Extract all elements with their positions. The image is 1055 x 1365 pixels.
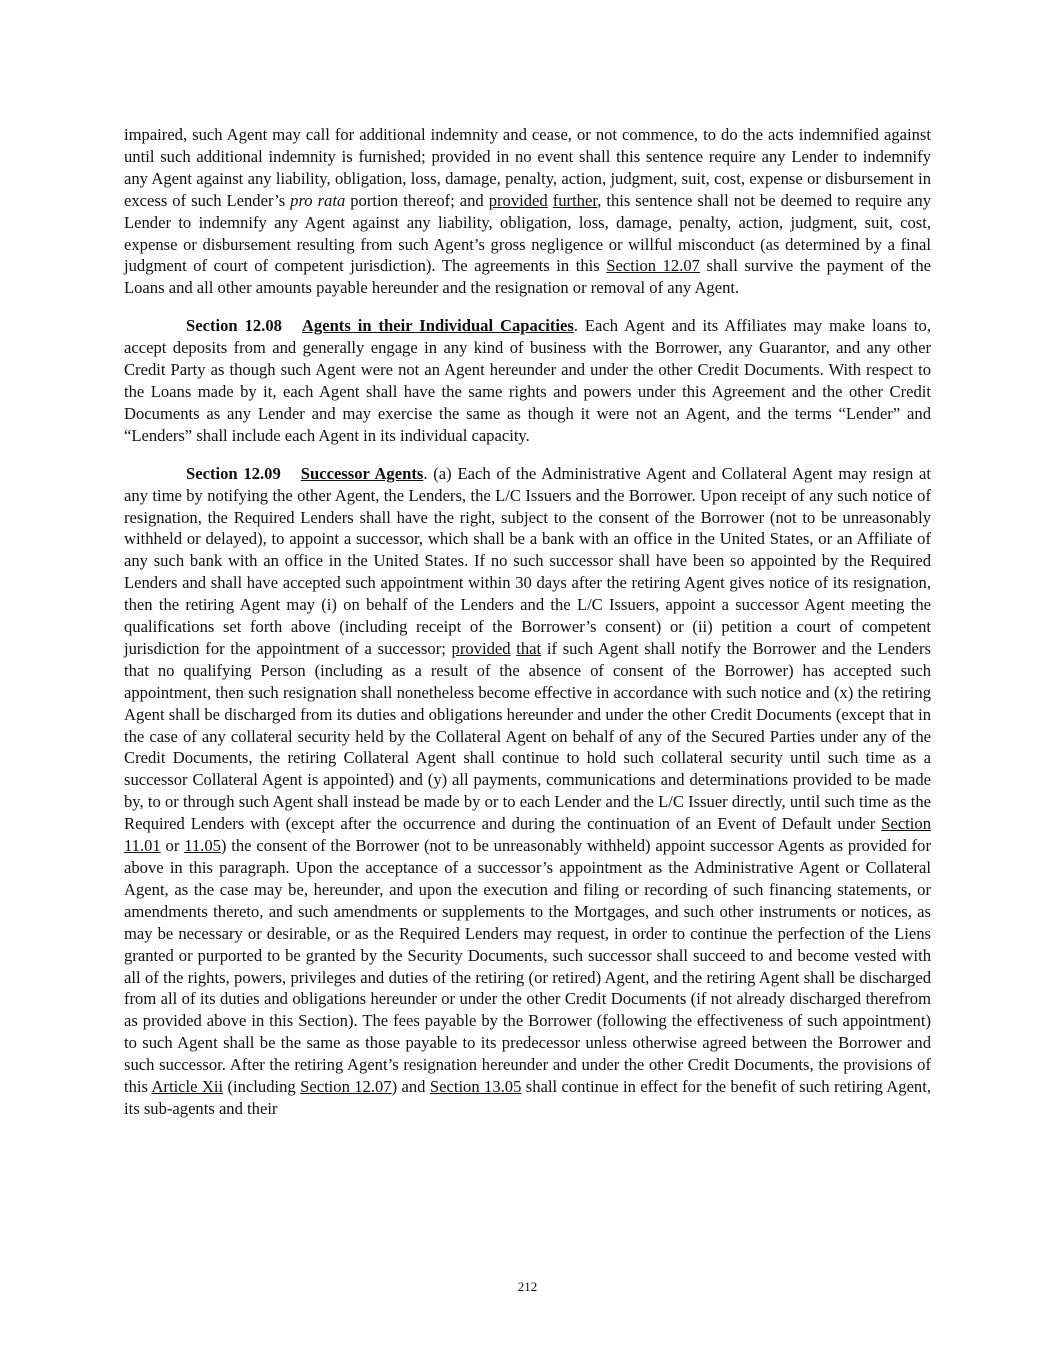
text-run: or (160, 836, 185, 856)
underlined-term-that: that (516, 638, 542, 658)
underlined-term-further: further (552, 190, 598, 210)
text-run: impaired, such Agent may call for additional indemnity and cease, or not commence, to do the acts indemnified against until such additional indemnity is furnished; provided in no event shall this sentence require any Lender to indemnify any Agent against any liability, obligation, loss, damage, penalty, action, judgment, suit, cost, expense or disbursement in excess of such Lender’s (124, 125, 931, 210)
section-title-period: . (423, 463, 428, 483)
underlined-term-provided: provided (451, 638, 511, 658)
text-run: ) and (391, 1077, 430, 1097)
section-reference-13-05: Section 13.05 (429, 1077, 522, 1097)
text-run: shall continue in effect for the benefit of such retiring Agent, its sub-agents and their (124, 1077, 931, 1118)
article-reference-xii: Article Xii (151, 1077, 224, 1097)
section-12-08-paragraph (124, 315, 931, 446)
section-reference-12-07: Section 12.07 (606, 256, 700, 276)
text-run: (a) Each of the Administrative Agent and Collateral Agent may resign at any time by notifying the other Agent, the Lenders, the L/C Issuers and the Borrower. Upon receipt of any such notice of resignation, the Required Lenders shall have the right, subject to the consent of the Borrower (not to be unreasonably withheld or delayed), to appoint a successor, which shall be a bank with an office in the United States, or an Affiliate of any such bank with an office in the United States. If no such successor shall have been so appointed by the Required Lenders and shall have accepted such appointment within 30 days after the retiring Agent gives notice of its resignation, then the retiring Agent may (i) on behalf of the Lenders and the L/C Issuers, appoint a successor Agent meeting the qualifications set forth above (including receipt of the Borrower’s consent) or (ii) petition a court of competent jurisdiction for the appointment of a successor; (124, 463, 931, 658)
text-run: , this sentence shall not be deemed to require any Lender to indemnify any Agent against any liability, obligation, loss, damage, penalty, action, judgment, suit, cost, expense or disbursement resulting from such Agent’s gross negligence or willful misconduct (as determined by a final judgment of court of competent jurisdiction). The agreements in this (124, 190, 931, 276)
page-number: 212 (517, 1279, 538, 1294)
section-body: Each Agent and its Affiliates may make loans to, accept deposits from and generally engage in any kind of business with the Borrower, any Guarantor, and any other Credit Party as though such Agent were not an Agent hereunder and under the other Credit Documents. With respect to the Loans made by it, each Agent shall have the same rights and powers under this Agreement and the other Credit Documents as any Lender and may exercise the same as though it were not an Agent, and the terms “Lender” and “Lenders” shall include each Agent in its individual capacity. (124, 316, 932, 445)
section-title-period: . (573, 316, 578, 336)
italic-term-pro-rata: pro rata (290, 190, 346, 210)
section-reference-12-07: Section 12.07 (300, 1077, 392, 1097)
section-number: Section 12.09 (186, 463, 281, 483)
underlined-term-provided: provided (488, 190, 548, 210)
section-title: Agents in their Individual Capacities (301, 316, 574, 336)
section-12-09-paragraph (124, 463, 931, 1120)
section-reference-11-05: 11.05 (184, 836, 221, 856)
text-run: shall survive the payment of the Loans and all other amounts payable hereunder and the resignation or removal of any Agent. (124, 256, 931, 298)
section-number: Section 12.08 (186, 316, 282, 336)
document-page (124, 124, 931, 1120)
text-run: ) the consent of the Borrower (not to be unreasonably withheld) appoint successor Agents as provided for above in this paragraph. Upon the acceptance of a successor’s appointment as the Administrative Agent or Collateral Agent, as the case may be, hereunder, and upon the execution and filing or recording of such financing statements, or amendments thereto, and such amendments or supplements to the Mortgages, and such other instruments or notices, as may be necessary or desirable, or as the Required Lenders may request, in order to continue the perfection of the Liens granted or purported to be granted by the Security Documents, such successor shall succeed to and become vested with all of the rights, powers, privileges and duties of the retiring (or retired) Agent, and the retiring Agent shall be discharged from all of its duties and obligations hereunder or under the other Credit Documents (if not already discharged therefrom as provided above in this Section). The fees payable by the Borrower (following the effectiveness of such appointment) to such Agent shall be the same as those payable to its predecessor unless otherwise agreed between the Borrower and such successor. After the retiring Agent’s resignation hereunder and under the other Credit Documents, the provisions of this (124, 836, 931, 1097)
text-run: if such Agent shall notify the Borrower and the Lenders that no qualifying Person (including as a result of the absence of consent of the Borrower) has accepted such appointment, then such resignation shall nonetheless become effective in accordance with such notice and (x) the retiring Agent shall be discharged from its duties and obligations hereunder and under the other Credit Documents (except that in the case of any collateral security held by the Collateral Agent on behalf of any of the Secured Parties under any of the Credit Documents, the retiring Collateral Agent shall continue to hold such collateral security until such time as a successor Collateral Agent is appointed) and (y) all payments, communications and determinations provided to be made by, to or through such Agent shall instead be made by or to each Lender and the L/C Issuer directly, until such time as the Required Lenders with (except after the occurrence and during the continuation of an Event of Default under (124, 638, 931, 834)
paragraph-indemnity-continuation (124, 124, 931, 299)
text-run: portion thereof; and (345, 190, 489, 210)
section-reference-11-01: Section 11.01 (124, 814, 931, 856)
section-title: Successor Agents (300, 463, 424, 483)
text-run: (including (223, 1077, 301, 1097)
